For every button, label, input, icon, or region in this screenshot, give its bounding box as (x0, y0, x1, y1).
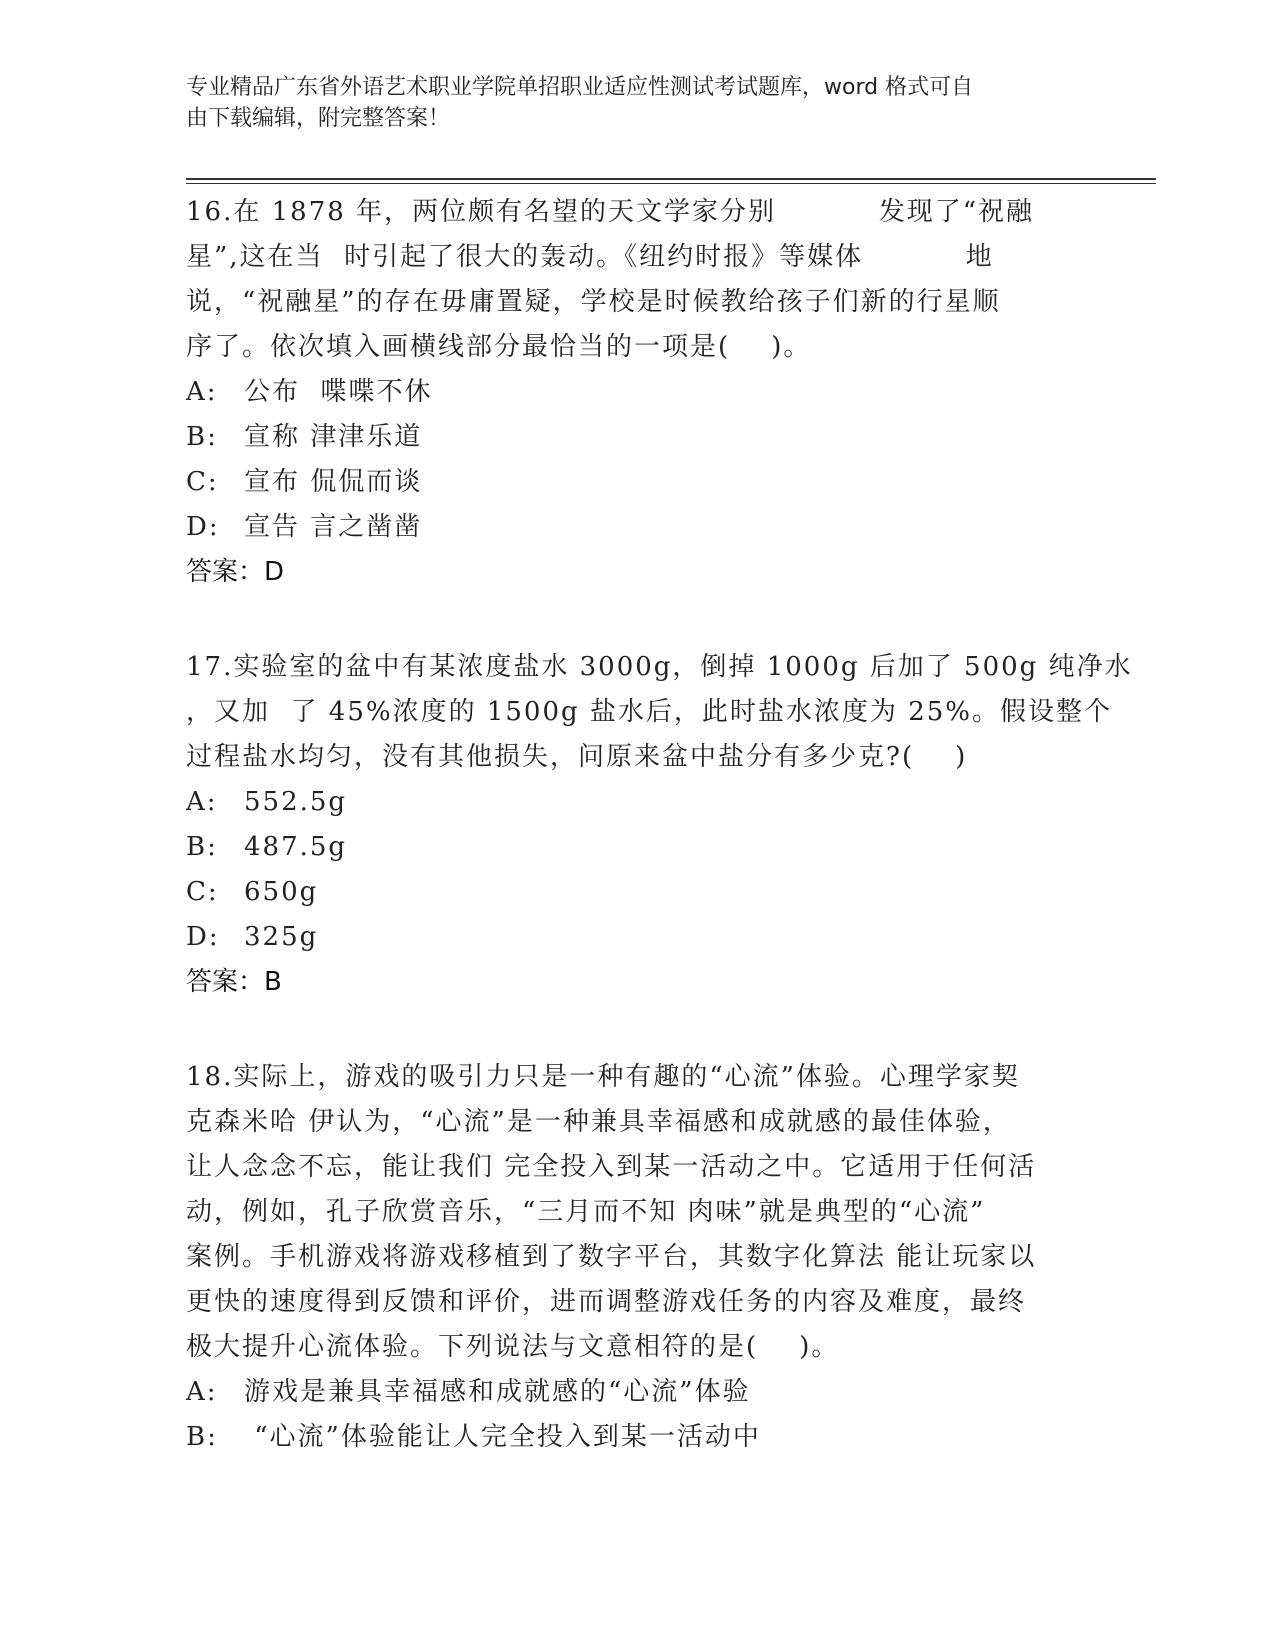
option-label: C: (186, 467, 219, 497)
option-label: C: (186, 877, 219, 907)
option-text: 宣称 津津乐道 (244, 422, 423, 452)
option-text: 487.5g (244, 832, 348, 862)
stem-line: 16.在 1878 年，两位颇有名望的天文学家分别 发现了“祝融 (186, 197, 1034, 227)
option-label: D: (186, 922, 220, 952)
stem-line: 星”,这在当 时引起了很大的轰动。《纽约时报》等媒体 地 (186, 242, 994, 272)
option-b (186, 1415, 1076, 1460)
option-c (186, 870, 1076, 915)
option-label: B: (186, 1422, 218, 1452)
option-label: A: (186, 377, 218, 407)
option-text: 宣告 言之凿凿 (244, 512, 423, 542)
header-divider-thin (186, 183, 1156, 184)
stem-line: 17.实验室的盆中有某浓度盐水 3000g，倒掉 1000g 后加了 500g 纯净水 (186, 652, 1133, 682)
stem-line: ，又加 了 45%浓度的 1500g 盐水后，此时盐水浓度为 25%。假设整个 (186, 697, 1112, 727)
option-label: B: (186, 832, 218, 862)
answer: 答案：B (186, 967, 282, 997)
question-16 (186, 190, 1076, 595)
stem-line: 序了。依次填入画横线部分最恰当的一项是( )。 (186, 332, 812, 362)
stem-line: 极大提升心流体验。下列说法与文意相符的是( )。 (186, 1332, 840, 1362)
header-line-1: 专业精品广东省外语艺术职业学院单招职业适应性测试考试题库，word 格式可自 (186, 75, 974, 100)
option-label: A: (186, 1377, 218, 1407)
answer: 答案：D (186, 557, 285, 587)
option-text: 552.5g (244, 787, 348, 817)
stem-line: 更快的速度得到反馈和评价，进而调整游戏任务的内容及难度，最终 (186, 1287, 1027, 1317)
option-text: 325g (244, 922, 319, 952)
option-b (186, 825, 1076, 870)
option-a (186, 370, 1076, 415)
option-d (186, 915, 1076, 960)
stem-line: 过程盐水均匀，没有其他损失，问原来盆中盐分有多少克?( ) (186, 742, 968, 772)
option-text: 公布 喋喋不休 (244, 377, 433, 407)
option-text: 游戏是兼具幸福感和成就感的“心流”体验 (244, 1377, 751, 1407)
option-text: 650g (244, 877, 319, 907)
question-stem (186, 645, 1133, 780)
question-18 (186, 1055, 1076, 1460)
header-divider-thick (186, 178, 1156, 180)
stem-line: 克森米哈 伊认为，“心流”是一种兼具幸福感和成就感的最佳体验， (186, 1107, 1011, 1137)
question-stem (186, 1055, 1076, 1370)
option-a (186, 1370, 1076, 1415)
question-stem (186, 190, 1076, 370)
option-text: 宣布 侃侃而谈 (244, 467, 423, 497)
stem-line: 案例。手机游戏将游戏移植到了数字平台，其数字化算法 能让玩家以 (186, 1242, 1037, 1272)
option-label: A: (186, 787, 218, 817)
option-label: B: (186, 422, 218, 452)
option-label: D: (186, 512, 220, 542)
stem-line: 说，“祝融星”的存在毋庸置疑，学校是时候教给孩子们新的行星顺 (186, 287, 1001, 317)
option-d (186, 505, 1076, 550)
option-c (186, 460, 1076, 505)
option-text: “心流”体验能让人完全投入到某一活动中 (244, 1422, 761, 1452)
header-line-2: 由下载编辑，附完整答案！ (186, 106, 451, 131)
stem-line: 18.实际上，游戏的吸引力只是一种有趣的“心流”体验。心理学家契 (186, 1062, 1020, 1092)
question-17 (186, 645, 1133, 1005)
document-header (186, 72, 1066, 134)
option-a (186, 780, 1076, 825)
stem-line: 让人念念不忘，能让我们 完全投入到某一活动之中。它适用于任何活 (186, 1152, 1037, 1182)
option-b (186, 415, 1076, 460)
stem-line: 动，例如，孔子欣赏音乐，“三月而不知 肉味”就是典型的“心流” (186, 1197, 986, 1227)
